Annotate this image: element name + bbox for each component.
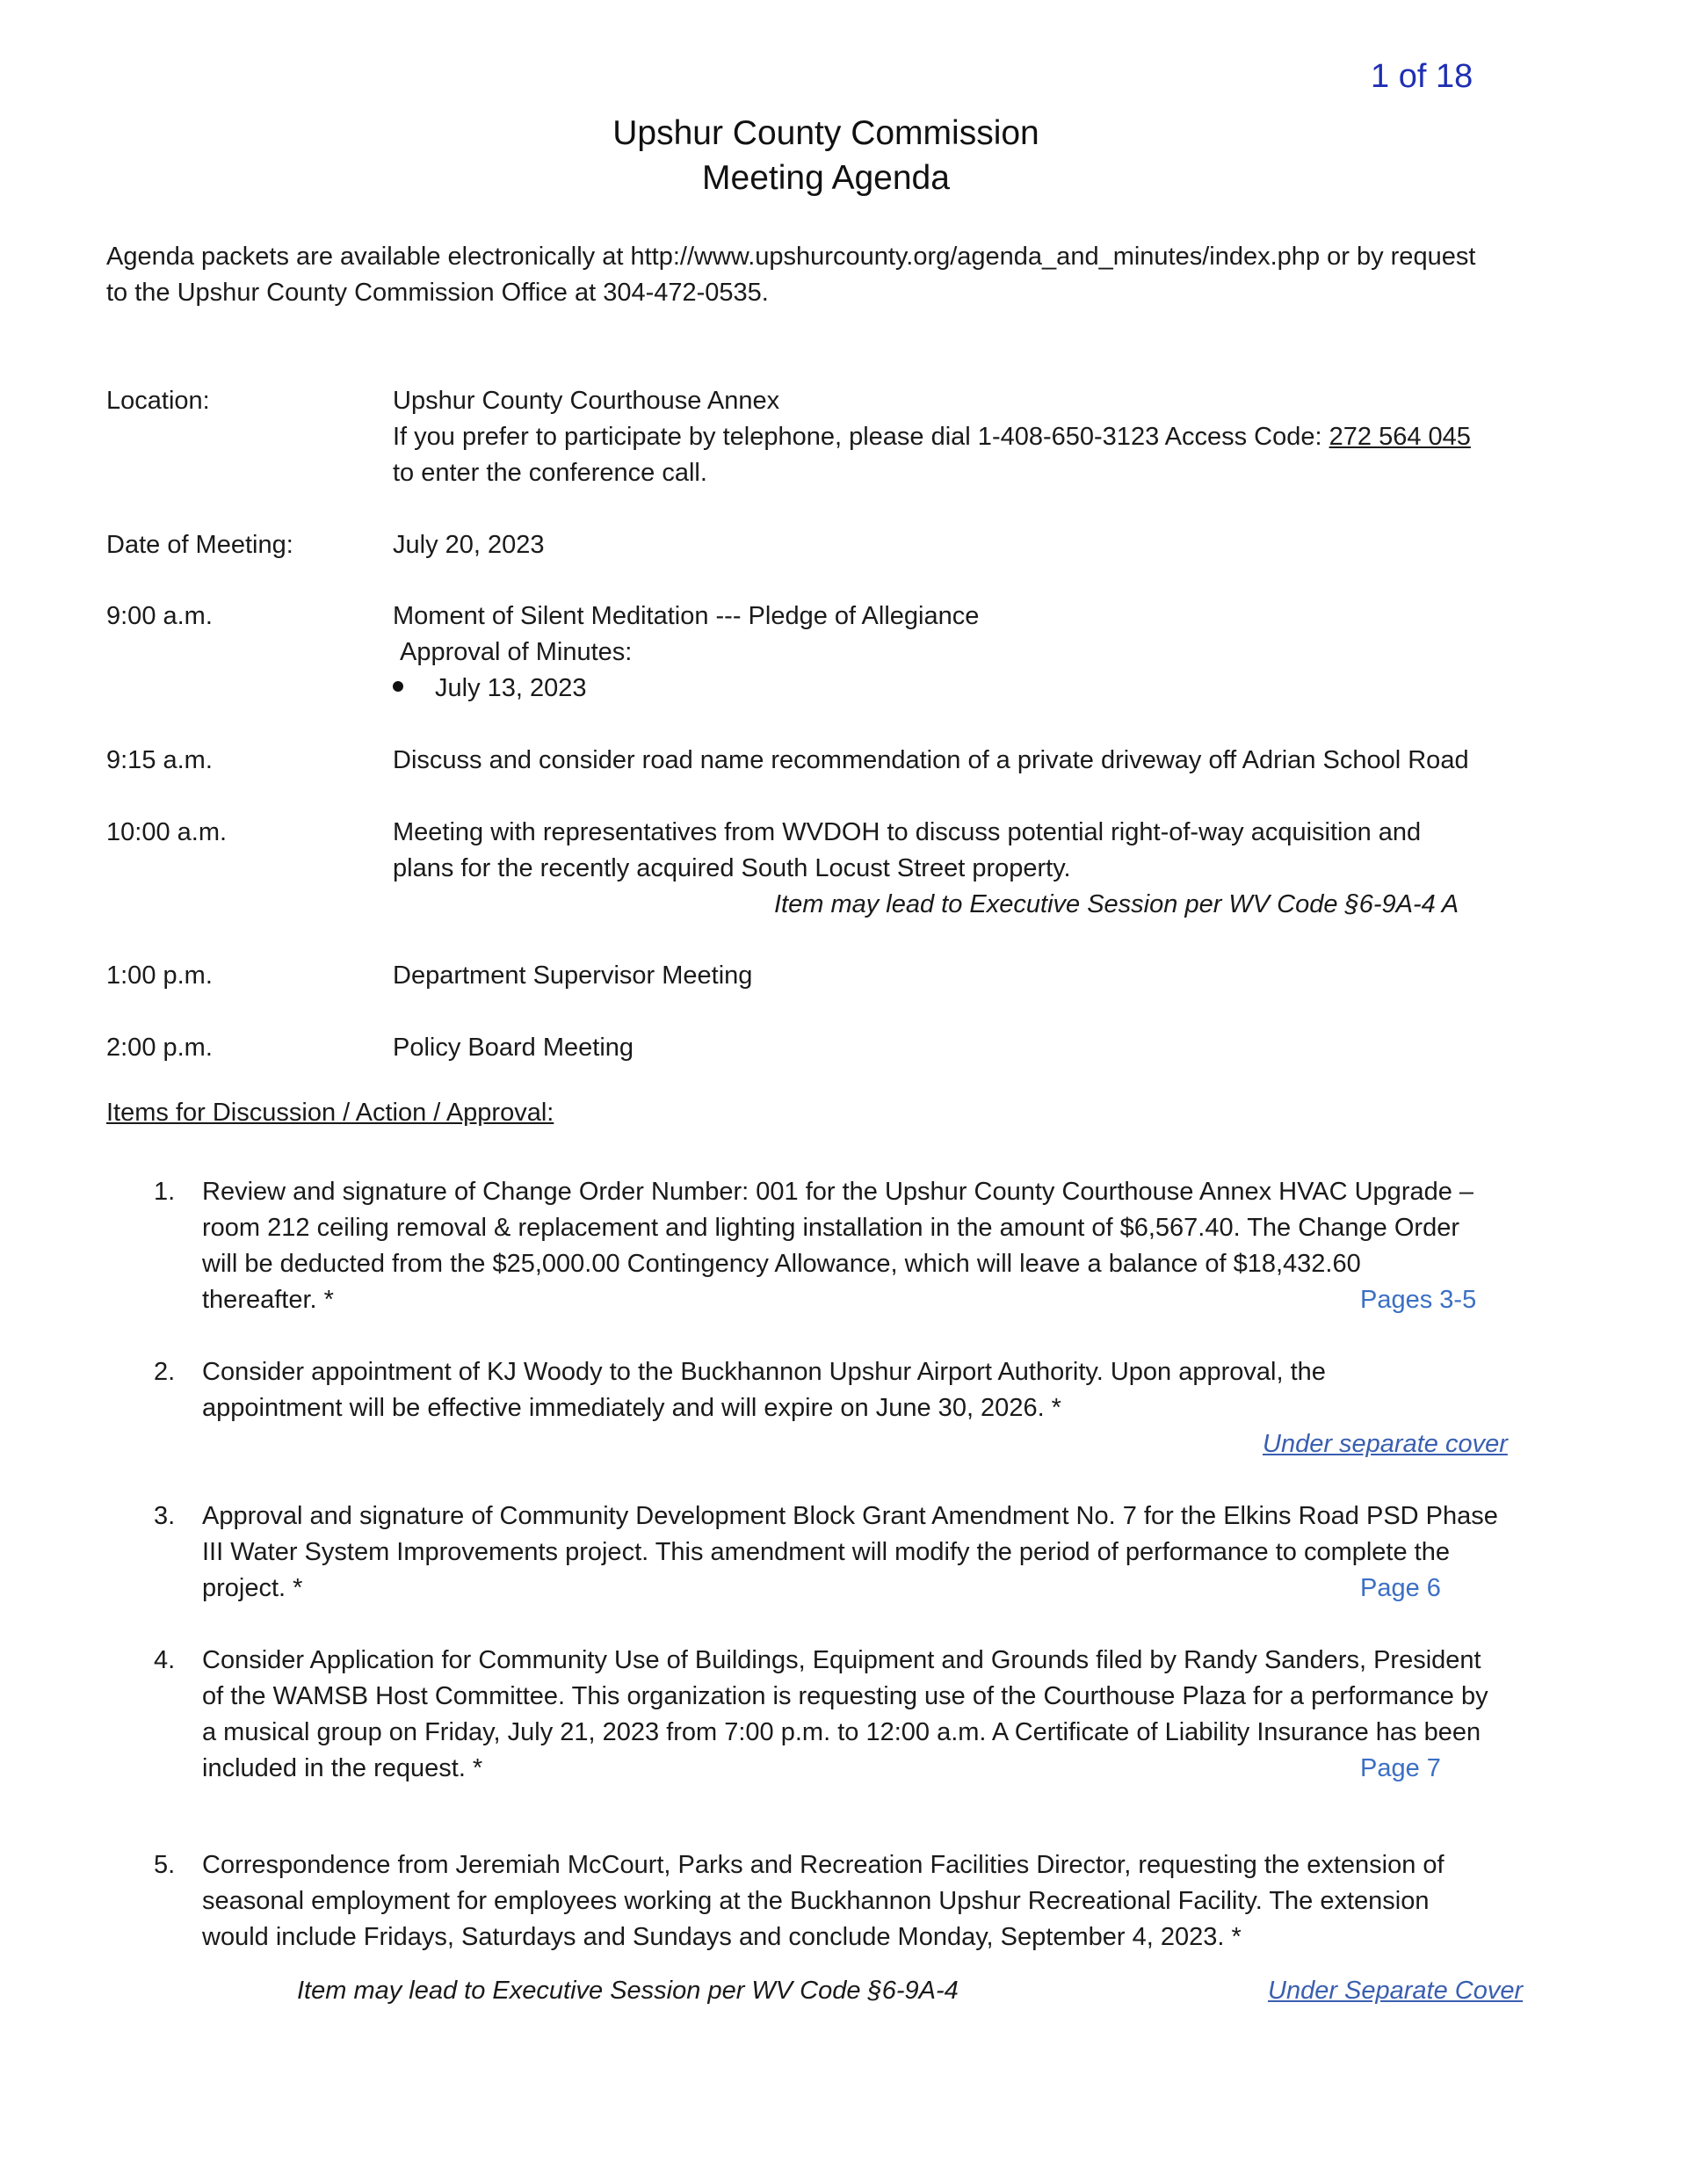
executive-session-note: Item may lead to Executive Session per WV Code §6-9A-4 A [774, 890, 1459, 918]
item-line: will be deducted from the $25,000.00 Contingency Allowance, which will leave a balance of $18,432.60 [202, 1250, 1361, 1278]
item-1-page-ref[interactable]: Pages 3-5 [1360, 1286, 1477, 1314]
item-3-page-ref[interactable]: Page 6 [1360, 1574, 1441, 1602]
item-line: of the WAMSB Host Committee. This organization is requesting use of the Courthouse Plaza for a performance by [202, 1682, 1488, 1710]
schedule-time: 1:00 p.m. [106, 961, 213, 990]
item-line: room 212 ceiling removal & replacement and lighting installation in the amount of $6,567.40. The Change Order [202, 1214, 1459, 1242]
minutes-bullet [393, 671, 1561, 707]
schedule-time: 9:00 a.m. [106, 602, 213, 630]
item-line: a musical group on Friday, July 21, 2023 from 7:00 p.m. to 12:00 a.m. A Certificate of Liability Insurance has been [202, 1718, 1481, 1746]
intro-line-1: Agenda packets are available electronically at http://www.upshurcounty.org/agenda_and_minutes/index.php or by request [106, 243, 1476, 271]
item-number: 3. [154, 1502, 176, 1530]
schedule-line: Discuss and consider road name recommendation of a private driveway off Adrian School Road [393, 746, 1469, 774]
location-line-2 [393, 419, 1561, 455]
access-code: 272 564 045 [1329, 423, 1471, 451]
schedule-line: Approval of Minutes: [400, 638, 633, 666]
schedule-line: Meeting with representatives from WVDOH to discuss potential right-of-way acquisition and [393, 818, 1422, 846]
item-line: included in the request. * [202, 1754, 483, 1782]
item-line: Consider appointment of KJ Woody to the Buckhannon Upshur Airport Authority. Upon approval, the [202, 1358, 1326, 1386]
page-number: 1 of 18 [1371, 58, 1473, 95]
item-4-page-ref[interactable]: Page 7 [1360, 1754, 1441, 1782]
title-line-2: Meeting Agenda [702, 159, 950, 197]
schedule-line: Moment of Silent Meditation --- Pledge of Allegiance [393, 602, 980, 630]
intro-line-2: to the Upshur County Commission Office at 304-472-0535. [106, 279, 769, 307]
schedule-line: Policy Board Meeting [393, 1034, 634, 1062]
item-line: Consider Application for Community Use of Buildings, Equipment and Grounds filed by Randy Sanders, President [202, 1646, 1481, 1674]
item-body [202, 1174, 1546, 1318]
item-number: 1. [154, 1178, 176, 1206]
item-line: thereafter. * [202, 1286, 334, 1314]
minutes-date: July 13, 2023 [435, 674, 587, 702]
item-line: Approval and signature of Community Development Block Grant Amendment No. 7 for the Elkins Road PSD Phase [202, 1502, 1498, 1530]
item-number: 4. [154, 1646, 176, 1674]
intro-paragraph [106, 239, 1556, 311]
schedule-desc [393, 599, 1561, 707]
schedule-desc [393, 815, 1561, 923]
item-line: Correspondence from Jeremiah McCourt, Parks and Recreation Facilities Director, requesting the extension of [202, 1851, 1444, 1879]
item-number: 5. [154, 1851, 176, 1879]
item-line: appointment will be effective immediately and will expire on June 30, 2026. * [202, 1394, 1061, 1422]
item-5-executive-note: Item may lead to Executive Session per WV Code §6-9A-4 [297, 1977, 959, 2005]
item-body [202, 1354, 1546, 1426]
item-line: Review and signature of Change Order Number: 001 for the Upshur County Courthouse Annex HVAC Upgrade – [202, 1178, 1474, 1206]
date-label: Date of Meeting: [106, 531, 293, 559]
item-line: would include Fridays, Saturdays and Sundays and conclude Monday, September 4, 2023. * [202, 1923, 1242, 1951]
agenda-title [0, 111, 1652, 200]
location-line-1: Upshur County Courthouse Annex [393, 387, 780, 415]
item-line: seasonal employment for employees working at the Buckhannon Upshur Recreational Facility. The extension [202, 1887, 1430, 1915]
item-body [202, 1498, 1546, 1607]
item-line: III Water System Improvements project. This amendment will modify the period of performance to complete the [202, 1538, 1450, 1566]
item-2-page-ref[interactable]: Under separate cover [1263, 1430, 1508, 1458]
date-value: July 20, 2023 [393, 531, 545, 559]
item-body [202, 1847, 1546, 1955]
location-label: Location: [106, 387, 210, 415]
item-body [202, 1643, 1546, 1787]
item-5-page-ref[interactable]: Under Separate Cover [1268, 1977, 1524, 2005]
schedule-time: 2:00 p.m. [106, 1034, 213, 1062]
phone-instructions: If you prefer to participate by telephone, please dial 1-408-650-3123 Access Code: [393, 423, 1329, 451]
location-value [393, 383, 1561, 491]
location-line-3: to enter the conference call. [393, 459, 707, 487]
item-line: project. * [202, 1574, 303, 1602]
schedule-line: Department Supervisor Meeting [393, 961, 753, 990]
schedule-desc [393, 958, 1561, 994]
schedule-desc [393, 743, 1561, 779]
schedule-time: 9:15 a.m. [106, 746, 213, 774]
schedule-desc [393, 1030, 1561, 1066]
schedule-line: plans for the recently acquired South Locust Street property. [393, 854, 1071, 882]
item-number: 2. [154, 1358, 176, 1386]
items-heading: Items for Discussion / Action / Approval: [106, 1099, 554, 1127]
title-line-1: Upshur County Commission [612, 114, 1039, 152]
bullet-dot-icon [393, 681, 403, 692]
schedule-time: 10:00 a.m. [106, 818, 228, 846]
